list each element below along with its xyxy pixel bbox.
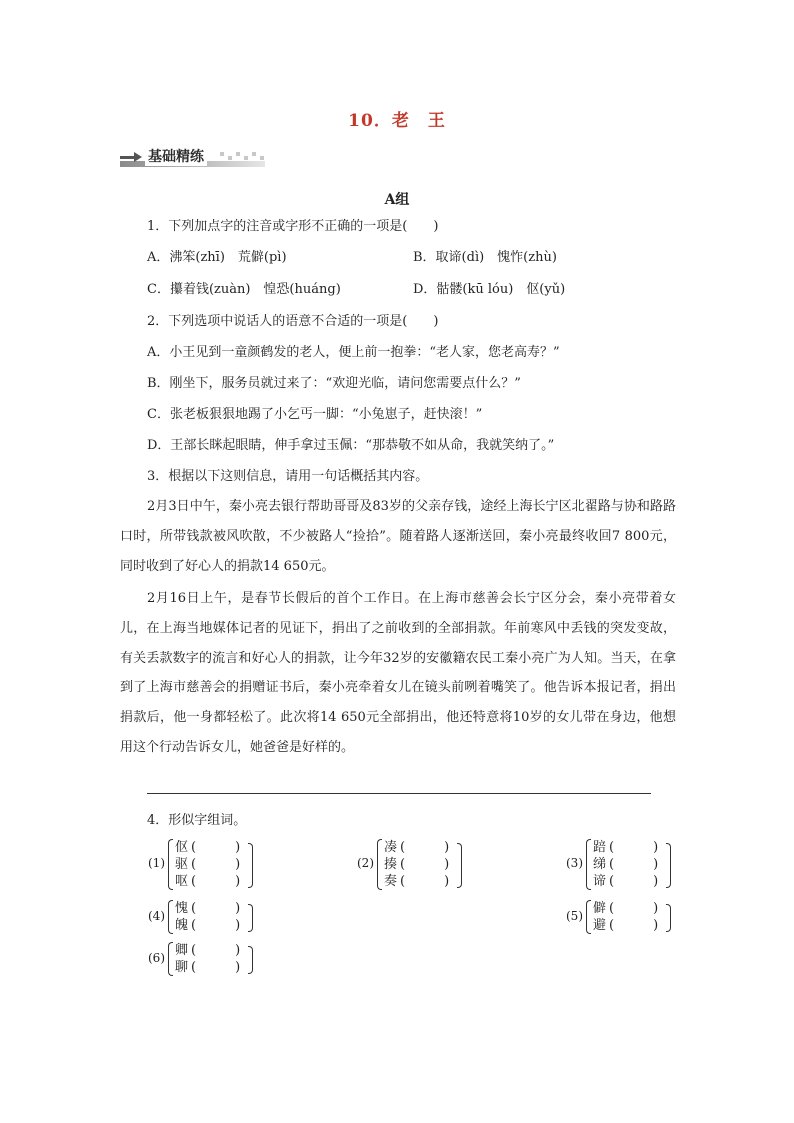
q4-row: [175, 959, 247, 976]
q4-group-3-bracket-left: [586, 839, 591, 890]
q4-char: 聊: [175, 960, 189, 975]
q4-char: 僻: [593, 901, 607, 916]
q4-blank[interactable]: ( ): [191, 901, 241, 916]
q4-blank[interactable]: ( ): [191, 840, 241, 855]
q4-blank[interactable]: ( ): [400, 840, 450, 855]
q4-row: [593, 873, 665, 890]
q4-blank[interactable]: ( ): [609, 918, 659, 933]
q4-group-1-number: (1): [148, 856, 165, 870]
page-title: 10．老 王: [348, 111, 446, 131]
answer-line: [147, 793, 651, 794]
q1-option-a: A．沸笨(zhī) 荒僻(pì): [147, 250, 287, 265]
q4-group-1-bracket-right: [248, 843, 253, 888]
q4-group-2-bracket-right: [457, 843, 462, 888]
section-banner: [120, 148, 270, 168]
banner-arrow-icon: [120, 152, 142, 162]
q4-group-4-bracket-right: [248, 904, 253, 932]
q4-group-5: [593, 900, 665, 934]
q4-char: 凑: [384, 840, 398, 855]
q4-row: [175, 856, 247, 873]
q4-row: [384, 839, 456, 856]
q4-row: [593, 856, 665, 873]
q4-char: 愧: [175, 901, 189, 916]
q4-row: [384, 856, 456, 873]
q4-char: 谛: [593, 874, 607, 889]
q2-option-d: D．王部长眯起眼睛，伸手拿过玉佩：“那恭敬不如从命，我就笑纳了。”: [147, 438, 555, 453]
q4-char: 呕: [175, 874, 189, 889]
q4-stem: 4．形似字组词。: [147, 813, 247, 828]
q2-option-c: C．张老板狠狠地踢了小乞丐一脚：“小兔崽子，赶快滚！”: [147, 407, 483, 422]
q1-stem: 1．下列加点字的注音或字形不正确的一项是( ): [147, 219, 439, 234]
q4-char: 揍: [384, 857, 398, 872]
q4-char: 踣: [593, 840, 607, 855]
q4-char: 驱: [175, 857, 189, 872]
q4-blank[interactable]: ( ): [609, 857, 659, 872]
banner-label: 基础精练: [145, 148, 207, 166]
q4-group-3-number: (3): [566, 856, 583, 870]
q4-blank[interactable]: ( ): [609, 840, 659, 855]
q4-group-6-number: (6): [148, 951, 165, 965]
q4-row: [175, 873, 247, 890]
q4-group-5-bracket-left: [586, 900, 591, 934]
q1-option-c: C．攥着钱(zuàn) 惶恐(huáng): [147, 282, 341, 297]
q4-blank[interactable]: ( ): [191, 857, 241, 872]
q4-group-2: [384, 839, 456, 890]
q4-char: 奏: [384, 874, 398, 889]
q4-blank[interactable]: ( ): [191, 943, 241, 958]
q4-row: [593, 839, 665, 856]
q1-option-b: B．取谛(dì) 愧怍(zhù): [413, 250, 557, 265]
q4-blank[interactable]: ( ): [400, 874, 450, 889]
q4-group-5-bracket-right: [666, 904, 671, 932]
q2-option-b: B．刚坐下，服务员就过来了：“欢迎光临，请问您需要点什么？”: [147, 376, 521, 391]
group-label: A组: [384, 192, 410, 208]
q4-group-2-number: (2): [357, 856, 374, 870]
q4-group-6-bracket-right: [248, 946, 253, 974]
q4-blank[interactable]: ( ): [191, 918, 241, 933]
q4-group-3-bracket-right: [666, 843, 671, 888]
q3-paragraph-2: 2月16日上午，是春节长假后的首个工作日。在上海市慈善会长宁区分会，秦小亮带着女儿，在上海当地媒体记者的见证下，捐出了之前收到的全部捐款。年前寒风中丢钱的突发变故，有关丢款数字的流言和好心人的捐款，让今年32岁的安徽籍农民工秦小亮广为人知。当天，在拿到了上海市慈善会的捐赠证书后，秦小亮牵着女儿在镜头前咧着嘴笑了。他告诉本报记者，捐出捐款后，他一身都轻松了。此次将14 650元全部捐出，他还特意将10岁的女儿带在身边，他想用这个行动告诉女儿，她爸爸是好样的。: [120, 591, 676, 755]
q4-blank[interactable]: ( ): [191, 874, 241, 889]
q2-option-a: A．小王见到一童颜鹤发的老人，便上前一抱拳：“老人家，您老高寿？”: [147, 345, 560, 360]
q4-row: [384, 873, 456, 890]
q4-group-4: [175, 900, 247, 934]
q4-row: [593, 900, 665, 917]
q4-group-4-number: (4): [148, 909, 165, 923]
q4-row: [175, 839, 247, 856]
q3-stem: 3．根据以下这则信息，请用一句话概括其内容。: [147, 469, 429, 484]
q4-char: 卿: [175, 943, 189, 958]
q1-option-d: D．骷髅(kū lóu) 伛(yǔ): [413, 282, 566, 297]
q4-group-1: [175, 839, 247, 890]
q4-blank[interactable]: ( ): [400, 857, 450, 872]
q2-stem: 2．下列选项中说话人的语意不合适的一项是( ): [147, 314, 439, 329]
q4-char: 避: [593, 918, 607, 933]
q4-blank[interactable]: ( ): [609, 901, 659, 916]
q4-group-5-number: (5): [566, 909, 583, 923]
q4-row: [175, 917, 247, 934]
q4-char: 魄: [175, 918, 189, 933]
q4-group-3: [593, 839, 665, 890]
q4-group-6-bracket-left: [168, 942, 173, 976]
q4-group-2-bracket-left: [377, 839, 382, 890]
q4-group-4-bracket-left: [168, 900, 173, 934]
q4-blank[interactable]: ( ): [609, 874, 659, 889]
q4-group-6: [175, 942, 247, 976]
q4-blank[interactable]: ( ): [191, 960, 241, 975]
q4-group-1-bracket-left: [168, 839, 173, 890]
q3-paragraph-1: 2月3日中午，秦小亮去银行帮助哥哥及83岁的父亲存钱，途经上海长宁区北翟路与协和路路口时，所带钱款被风吹散，不少被路人“捡拾”。随着路人逐渐送回，秦小亮最终收回7 800元，同时收到了好心人的捐款14 650元。: [120, 499, 676, 574]
q4-char: 绨: [593, 857, 607, 872]
q4-row: [593, 917, 665, 934]
q4-row: [175, 942, 247, 959]
q4-row: [175, 900, 247, 917]
q4-char: 伛: [175, 840, 189, 855]
